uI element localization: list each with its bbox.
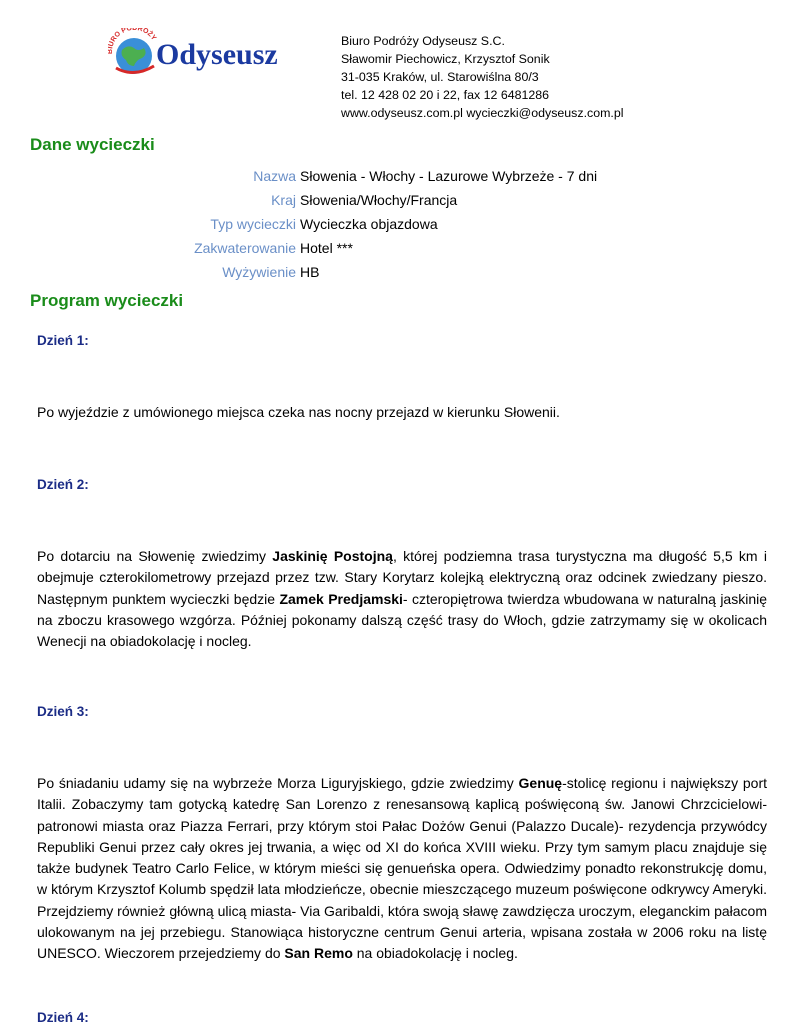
trip-row-accommodation [30, 236, 730, 260]
trip-value: Słowenia/Włochy/Francja [300, 192, 458, 208]
company-phone: tel. 12 428 02 20 i 22, fax 12 6481286 [341, 88, 550, 102]
trip-value: Wycieczka objazdowa [300, 216, 438, 232]
day-4-heading: Dzień 4: [37, 1010, 89, 1025]
trip-row-name [30, 164, 730, 188]
trip-row-country [30, 188, 730, 212]
company-address: 31-035 Kraków, ul. Starowiślna 80/3 [341, 70, 539, 84]
day-3-heading: Dzień 3: [37, 704, 89, 719]
trip-details-table [30, 164, 730, 284]
trip-value: Hotel *** [300, 240, 353, 256]
trip-label: Zakwaterowanie [194, 240, 296, 256]
odyseusz-logo-graphic [108, 28, 304, 78]
logo-name: Odyseusz [156, 38, 278, 71]
trip-details-title: Dane wycieczki [30, 135, 155, 154]
bold-place-name: Zamek Predjamski [279, 590, 403, 607]
day-2-description: Po dotarciu na Słowenię zwiedzimy Jaskinię Postojną, której podziemna trasa turystyczna ma długość 5,5 km i obejmuje czterokilometrowy przejazd przez tzw. Stary Korytarz kolejką elektryczną oraz odcinek zwiedzany pieszo. Następnym punktem wycieczki będzie Zamek Predjamski- czteropiętrowa twierdza wbudowana w naturalną jaskinię na zboczu krasowego wzgórza. Później pokonamy dalszą część trasy do Włoch, gdzie zatrzymamy się w okolicach Wenecji na obiadokolację i nocleg. [37, 548, 768, 650]
bold-place-name: Genuę [518, 775, 563, 791]
trip-label: Nazwa [253, 168, 296, 184]
program-title: Program wycieczki [30, 291, 184, 310]
bold-place-name: Jaskinię Postojną [272, 548, 393, 564]
trip-label: Wyżywienie [222, 264, 296, 280]
day-1-heading: Dzień 1: [37, 333, 89, 348]
trip-value: HB [300, 264, 320, 280]
company-web-email: www.odyseusz.com.pl wycieczki@odyseusz.com.pl [341, 106, 624, 120]
bold-place-name: San Remo [284, 945, 353, 962]
day-2-heading: Dzień 2: [37, 477, 89, 492]
trip-row-board [30, 260, 730, 284]
day-1-description: Po wyjeździe z umówionego miejsca czeka nas nocny przejazd w kierunku Słowenii. [37, 404, 560, 420]
company-info [341, 32, 624, 122]
company-logo [108, 28, 304, 78]
company-owners: Sławomir Piechowicz, Krzysztof Sonik [341, 52, 550, 66]
trip-label: Kraj [271, 192, 296, 208]
trip-value: Słowenia - Włochy - Lazurowe Wybrzeże - 7 dni [300, 168, 598, 184]
trip-row-type [30, 212, 730, 236]
day-3-description: Po śniadaniu udamy się na wybrzeże Morza Liguryjskiego, gdzie zwiedzimy Genuę-stolicę regionu i największy port Italii. Zobaczymy tam gotycką katedrę San Lorenzo z renesansową kaplicą poświęconą św. Janowi Chrzcicielowi- patronowi miasta oraz Piazza Ferrari, przy którym stoi Pałac Dożów Genui (Palazzo Ducale)- rezydencja przywódcy Republiki Genui przez cały okres jej trwania, a więc od XI do końca XVIII wieku. Przy tym samym placu znajduje się także budynek Teatro Carlo Felice, w którym mieści się genueńska opera. Odwiedzimy ponadto rekonstrukcję domu, w którym Krzysztof Kolumb spędził lata młodzieńcze, obecnie mieszczącego muzeum poświęcone odkrywcy Ameryki. Przejdziemy również główną ulicą miasta- Via Garibaldi, która swoją sławę zawdzięcza uroczym, eleganckim pałacom ulokowanym na jej przebiegu. Stanowiąca historyczne centrum Genui arteria, wpisana została w 2006 roku na listę UNESCO. Wieczorem przejedziemy do San Remo na obiadokolację i nocleg. [37, 775, 768, 962]
company-name: Biuro Podróży Odyseusz S.C. [341, 34, 505, 48]
trip-label: Typ wycieczki [210, 216, 296, 232]
logo-arc-text: URO PODRÓŻY [108, 28, 158, 48]
